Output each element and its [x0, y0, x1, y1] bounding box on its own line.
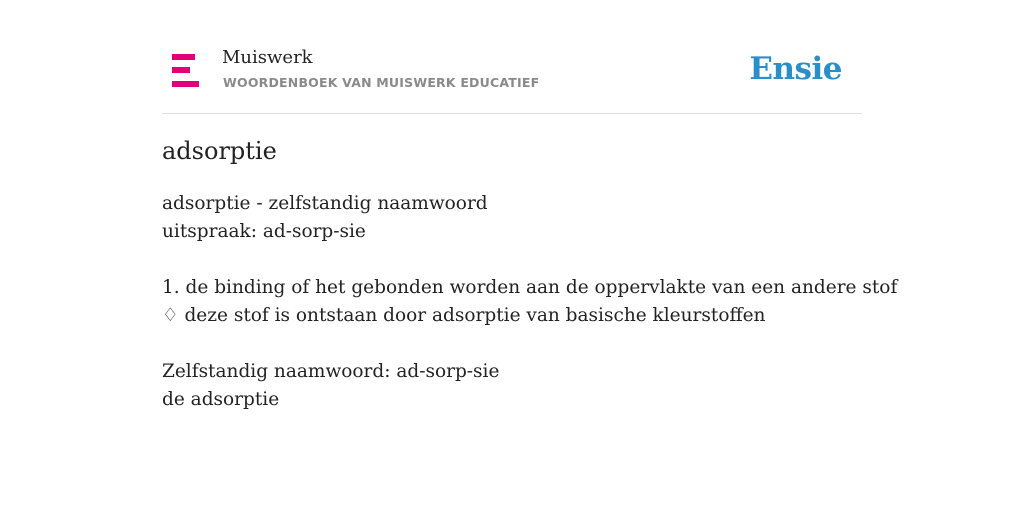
- spacer: [162, 246, 862, 274]
- logo-bar-middle: [172, 67, 190, 73]
- example-line: ♢ deze stof is ontstaan door adsorptie van basische kleurstoffen: [162, 305, 766, 326]
- brand-subtitle: WOORDENBOEK VAN MUISWERK EDUCATIEF: [223, 75, 540, 90]
- article-line: de adsorptie: [162, 389, 280, 410]
- ensie-logo-link[interactable]: Ensie: [749, 51, 842, 87]
- brand-title[interactable]: Muiswerk: [222, 47, 313, 68]
- spacer: [162, 330, 862, 358]
- definition-body: [162, 190, 898, 414]
- meaning-line: 1. de binding of het gebonden worden aan de oppervlakte van een andere stof: [162, 277, 898, 298]
- logo-bar-bottom: [172, 81, 199, 87]
- page-title: adsorptie: [162, 137, 277, 165]
- site-header: [162, 40, 862, 114]
- word-type-line: adsorptie - zelfstandig naamwoord: [162, 193, 488, 214]
- muiswerk-logo-icon[interactable]: [172, 54, 200, 88]
- grammar-line: Zelfstandig naamwoord: ad-sorp-sie: [162, 361, 500, 382]
- logo-bar-top: [172, 54, 195, 60]
- pronunciation-line: uitspraak: ad-sorp-sie: [162, 221, 366, 242]
